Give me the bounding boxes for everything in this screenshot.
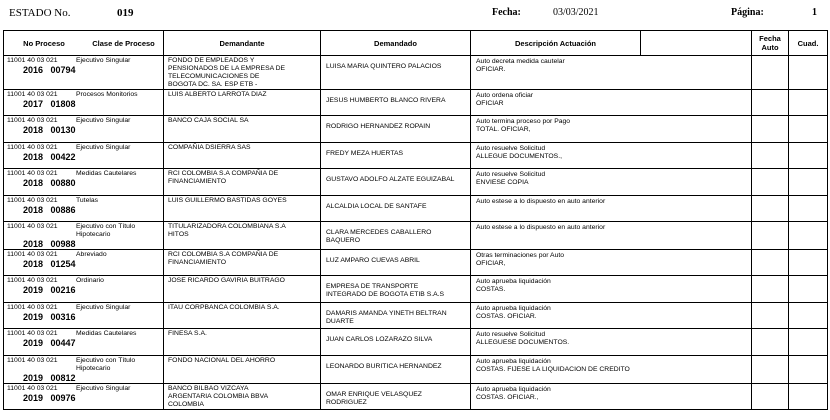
clase-proceso: Medidas Cautelares bbox=[76, 170, 137, 178]
demandado-cell: LUISA MARIA QUINTERO PALACIOS bbox=[321, 56, 471, 90]
col-header-demandado: Demandado bbox=[321, 31, 471, 56]
fecha-auto-cell bbox=[752, 56, 789, 90]
descripcion-cell: Auto resuelve Solicitud ALLEGUESE DOCUMENTOS. bbox=[471, 329, 752, 356]
demandante-cell: RCI COLOMBIA S.A COMPAÑIA DE FINANCIAMIENTO bbox=[164, 249, 321, 276]
proceso-cell bbox=[4, 142, 164, 169]
fecha-auto-cell bbox=[752, 355, 789, 383]
descripcion-cell: Auto aprueba liquidación COSTAS. FIJESE LA LIQUIDACION DE CREDITO bbox=[471, 355, 752, 383]
pagina-value: 1 bbox=[812, 7, 817, 18]
proceso-cell bbox=[4, 116, 164, 143]
cuad-cell bbox=[789, 56, 828, 90]
proceso-code: 11001 40 03 021 bbox=[7, 57, 58, 64]
proceso-cell bbox=[4, 89, 164, 116]
clase-proceso: Procesos Monitorios bbox=[76, 90, 138, 98]
demandante-cell: FONDO DE EMPLEADOS Y PENSIONADOS DE LA EMPRESA DE TELECOMUNICACIONES DE BOGOTA DC. SA. ESP ETB - bbox=[164, 56, 321, 90]
fecha-label: Fecha: bbox=[492, 7, 521, 18]
cuad-cell bbox=[789, 383, 828, 410]
demandado-cell: EMPRESA DE TRANSPORTE INTEGRADO DE BOGOTA ETIB S.A.S bbox=[321, 276, 471, 303]
cuad-cell bbox=[789, 302, 828, 329]
cuad-cell bbox=[789, 222, 828, 250]
descripcion-cell: Auto estese a lo dispuesto en auto anterior bbox=[471, 195, 752, 222]
descripcion-cell: Auto aprueba liquidación COSTAS. OFICIAR. bbox=[471, 302, 752, 329]
descripcion-cell: Auto ordena oficiar OFICIAR bbox=[471, 89, 752, 116]
proceso-cell bbox=[4, 355, 164, 383]
demandado-cell: OMAR ENRIQUE VELASQUEZ RODRIGUEZ bbox=[321, 383, 471, 410]
col-header-demandante: Demandante bbox=[164, 31, 321, 56]
table-row bbox=[4, 355, 828, 383]
clase-proceso: Abreviado bbox=[76, 250, 107, 258]
table-row bbox=[4, 169, 828, 196]
table-row bbox=[4, 116, 828, 143]
proceso-number: 2018 01254 bbox=[23, 258, 76, 269]
clase-proceso: Ejecutivo con Título Hipotecario bbox=[76, 223, 136, 239]
clase-proceso: Ejecutivo Singular bbox=[76, 117, 131, 125]
proceso-number: 2019 00976 bbox=[23, 392, 76, 403]
demandante-cell: TITULARIZADORA COLOMBIANA S.A HITOS bbox=[164, 222, 321, 250]
col-no-proceso-label: No Proceso bbox=[23, 38, 65, 48]
proceso-cell bbox=[4, 249, 164, 276]
proceso-number: 2018 00988 bbox=[23, 238, 76, 249]
demandante-cell: LUIS ALBERTO LARROTA DIAZ bbox=[164, 89, 321, 116]
proceso-code: 11001 40 03 021 bbox=[7, 196, 58, 204]
col-header-descripcion: Descripción Actuación bbox=[471, 31, 641, 56]
estado-number: 019 bbox=[117, 7, 134, 19]
proceso-cell bbox=[4, 56, 164, 90]
demandante-cell: BANCO BILBAO VIZCAYA ARGENTARIA COLOMBIA BBVA COLOMBIA bbox=[164, 383, 321, 410]
cuad-cell bbox=[789, 276, 828, 303]
proceso-code: 11001 40 03 021 bbox=[7, 384, 58, 392]
clase-proceso: Ejecutivo Singular bbox=[76, 384, 131, 392]
fecha-auto-cell bbox=[752, 329, 789, 356]
demandante-cell: LUIS GUILLERMO BASTIDAS GOYES bbox=[164, 195, 321, 222]
table-row bbox=[4, 249, 828, 276]
demandante-cell: COMPAÑIA DSIERRA SAS bbox=[164, 142, 321, 169]
table-row bbox=[4, 195, 828, 222]
table-row bbox=[4, 89, 828, 116]
pagina-label: Página: bbox=[731, 7, 764, 18]
demandado-cell: DAMARIS AMANDA YINETH BELTRAN DUARTE bbox=[321, 302, 471, 329]
proceso-number: 2016 00794 bbox=[23, 64, 76, 75]
proceso-cell bbox=[4, 329, 164, 356]
proceso-number: 2018 00886 bbox=[23, 204, 76, 215]
table-row bbox=[4, 222, 828, 250]
demandado-cell: RODRIGO HERNANDEZ ROPAIN bbox=[321, 116, 471, 143]
cuad-cell bbox=[789, 142, 828, 169]
col-header-fecha-auto: Fecha Auto bbox=[752, 31, 789, 56]
clase-proceso: Ejecutivo con Título Hipotecario bbox=[76, 356, 136, 372]
descripcion-cell: Auto estese a lo dispuesto en auto anterior bbox=[471, 222, 752, 250]
demandante-cell: FONDO NACIONAL DEL AHORRO bbox=[164, 355, 321, 383]
demandado-cell: ALCALDIA LOCAL DE SANTAFE bbox=[321, 195, 471, 222]
col-header-no-proceso bbox=[4, 31, 164, 56]
proceso-cell bbox=[4, 276, 164, 303]
clase-proceso: Medidas Cautelares bbox=[76, 330, 137, 338]
proceso-cell bbox=[4, 302, 164, 329]
proceso-number: 2019 00812 bbox=[23, 372, 76, 383]
fecha-auto-cell bbox=[752, 116, 789, 143]
clase-proceso: Ordinario bbox=[76, 277, 104, 285]
cuad-cell bbox=[789, 89, 828, 116]
table-row bbox=[4, 329, 828, 356]
fecha-auto-cell bbox=[752, 249, 789, 276]
fecha-auto-cell bbox=[752, 222, 789, 250]
proceso-code: 11001 40 03 021 bbox=[7, 277, 58, 285]
demandante-cell: ITAU CORPBANCA COLOMBIA S.A. bbox=[164, 302, 321, 329]
proceso-code: 11001 40 03 021 bbox=[7, 223, 58, 231]
table-header-row bbox=[4, 31, 828, 56]
demandante-cell: JOSE RICARDO GAVIRIA BUITRAGO bbox=[164, 276, 321, 303]
fecha-auto-cell bbox=[752, 195, 789, 222]
descripcion-cell: Otras terminaciones por Auto OFICIAR, bbox=[471, 249, 752, 276]
clase-proceso: Ejecutivo Singular bbox=[76, 57, 131, 64]
demandado-cell: JESUS HUMBERTO BLANCO RIVERA bbox=[321, 89, 471, 116]
table-row bbox=[4, 142, 828, 169]
table-row bbox=[4, 56, 828, 90]
descripcion-cell: Auto termina proceso por Pago TOTAL. OFICIAR, bbox=[471, 116, 752, 143]
cuad-cell bbox=[789, 116, 828, 143]
proceso-number: 2018 00422 bbox=[23, 151, 76, 162]
page-header bbox=[0, 0, 830, 26]
table-row bbox=[4, 383, 828, 410]
table-row bbox=[4, 276, 828, 303]
proceso-number: 2019 00447 bbox=[23, 338, 76, 349]
estado-label: ESTADO No. bbox=[9, 7, 71, 19]
demandado-cell: FREDY MEZA HUERTAS bbox=[321, 142, 471, 169]
demandante-cell: FINESA S.A. bbox=[164, 329, 321, 356]
descripcion-cell: Auto resuelve Solicitud ALLEGUE DOCUMENTOS., bbox=[471, 142, 752, 169]
fecha-auto-cell bbox=[752, 276, 789, 303]
demandado-cell: LUZ AMPARO CUEVAS ABRIL bbox=[321, 249, 471, 276]
demandado-cell: GUSTAVO ADOLFO ALZATE EGUIZABAL bbox=[321, 169, 471, 196]
fecha-value: 03/03/2021 bbox=[553, 7, 599, 18]
clase-proceso: Ejecutivo Singular bbox=[76, 143, 131, 151]
demandado-cell: JUAN CARLOS LOZARAZO SILVA bbox=[321, 329, 471, 356]
proceso-number: 2018 00130 bbox=[23, 125, 76, 136]
proceso-number: 2019 00216 bbox=[23, 285, 76, 296]
cuad-cell bbox=[789, 195, 828, 222]
col-header-spacer bbox=[641, 31, 752, 56]
demandado-cell: CLARA MERCEDES CABALLERO BAQUERO bbox=[321, 222, 471, 250]
proceso-cell bbox=[4, 195, 164, 222]
proceso-code: 11001 40 03 021 bbox=[7, 303, 58, 311]
cuad-cell bbox=[789, 329, 828, 356]
clase-proceso: Tutelas bbox=[76, 196, 99, 204]
proceso-number: 2019 00316 bbox=[23, 311, 76, 322]
proceso-cell bbox=[4, 383, 164, 410]
fecha-auto-cell bbox=[752, 383, 789, 410]
proceso-number: 2018 00880 bbox=[23, 178, 76, 189]
fecha-auto-cell bbox=[752, 169, 789, 196]
proceso-number: 2017 01808 bbox=[23, 98, 76, 109]
fecha-auto-cell bbox=[752, 302, 789, 329]
proceso-cell bbox=[4, 169, 164, 196]
estado-table bbox=[3, 30, 828, 410]
col-clase-label: Clase de Proceso bbox=[92, 38, 155, 48]
proceso-code: 11001 40 03 021 bbox=[7, 330, 58, 338]
cuad-cell bbox=[789, 169, 828, 196]
proceso-code: 11001 40 03 021 bbox=[7, 170, 58, 178]
fecha-auto-cell bbox=[752, 142, 789, 169]
col-header-cuad: Cuad. bbox=[789, 31, 828, 56]
table-row bbox=[4, 302, 828, 329]
proceso-code: 11001 40 03 021 bbox=[7, 90, 58, 98]
demandante-cell: BANCO CAJA SOCIAL SA bbox=[164, 116, 321, 143]
descripcion-cell: Auto resuelve Solicitud ENVIESE COPIA bbox=[471, 169, 752, 196]
descripcion-cell: Auto aprueba liquidación COSTAS. OFICIAR., bbox=[471, 383, 752, 410]
proceso-code: 11001 40 03 021 bbox=[7, 356, 58, 364]
table-body bbox=[4, 56, 828, 410]
cuad-cell bbox=[789, 355, 828, 383]
descripcion-cell: Auto decreta medida cautelar OFICIAR. bbox=[471, 56, 752, 90]
demandado-cell: LEONARDO BURITICA HERNANDEZ bbox=[321, 355, 471, 383]
proceso-code: 11001 40 03 021 bbox=[7, 117, 58, 125]
clase-proceso: Ejecutivo Singular bbox=[76, 303, 131, 311]
proceso-cell bbox=[4, 222, 164, 250]
descripcion-cell: Auto aprueba liquidación COSTAS. bbox=[471, 276, 752, 303]
proceso-code: 11001 40 03 021 bbox=[7, 250, 58, 258]
proceso-code: 11001 40 03 021 bbox=[7, 143, 58, 151]
demandante-cell: RCI COLOMBIA S.A COMPAÑIA DE FINANCIAMIENTO bbox=[164, 169, 321, 196]
fecha-auto-cell bbox=[752, 89, 789, 116]
cuad-cell bbox=[789, 249, 828, 276]
